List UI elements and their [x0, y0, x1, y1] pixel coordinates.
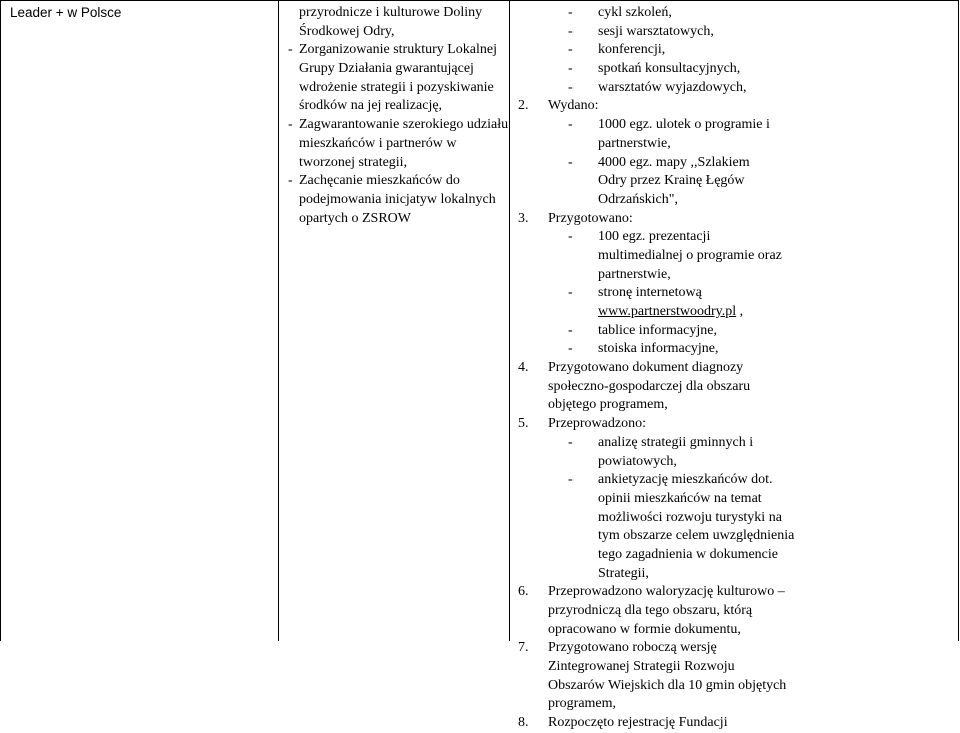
objective-line	[288, 41, 518, 60]
line-text: ankietyzację mieszkańców dot.	[598, 472, 773, 488]
objective-line	[288, 135, 518, 154]
activity-line	[518, 191, 818, 210]
activity-line	[518, 322, 818, 341]
activity-line	[518, 23, 818, 42]
list-marker: -	[288, 42, 293, 58]
activity-line	[518, 434, 818, 453]
activity-line	[518, 135, 818, 154]
line-text: tym obszarze celem uwzględnienia	[598, 528, 795, 544]
activity-line	[518, 490, 818, 509]
activity-line	[518, 172, 818, 191]
line-text: Przygotowano roboczą wersję	[548, 640, 717, 656]
line-text: możliwości rozwoju turystyki na	[598, 509, 782, 525]
line-text: tworzonej strategii,	[299, 154, 408, 170]
line-text: Zintegrowanej Strategii Rozwoju	[548, 659, 735, 675]
line-text: Rozpoczęto rejestrację Fundacji	[548, 715, 728, 731]
line-text: Odrzańskich",	[598, 191, 678, 207]
line-text: multimedialnej o programie oraz	[598, 247, 782, 263]
line-text: społeczno-gospodarczej dla obszaru	[548, 378, 751, 394]
line-text: mieszkańców i partnerów w	[299, 135, 457, 151]
line-text: programem,	[548, 696, 617, 712]
list-marker: 2.	[518, 98, 529, 114]
activity-line	[518, 658, 818, 677]
line-text: tego zagadnienia w dokumencie	[598, 546, 778, 562]
line-text: wdrożenie strategii i pozyskiwanie	[299, 79, 494, 95]
line-text: partnerstwie,	[598, 135, 671, 151]
line-text: objętego programem,	[548, 397, 668, 413]
column-divider-1	[278, 1, 279, 641]
objective-line	[288, 97, 518, 116]
list-marker: 3.	[518, 210, 529, 226]
list-marker: -	[568, 434, 573, 450]
activity-line	[518, 453, 818, 472]
activity-line	[518, 471, 818, 490]
line-text: www.partnerstwoodry.pl ,	[598, 304, 744, 319]
line-text: opartych o ZSROW	[299, 210, 411, 226]
list-marker: -	[568, 61, 573, 77]
list-marker: -	[568, 42, 573, 58]
list-marker: 6.	[518, 584, 529, 600]
objectives-cell	[288, 4, 518, 228]
column-divider-3	[958, 1, 959, 641]
activity-line	[518, 60, 818, 79]
objective-line	[288, 60, 518, 79]
activity-line	[518, 79, 818, 98]
line-text: powiatowych,	[598, 453, 677, 469]
objective-line	[288, 154, 518, 173]
activity-line	[518, 97, 818, 116]
list-marker: 7.	[518, 640, 529, 656]
activity-line	[518, 154, 818, 173]
activity-line	[518, 359, 818, 378]
line-text: 4000 egz. mapy ,,Szlakiem	[598, 154, 750, 170]
line-text: warsztatów wyjazdowych,	[598, 79, 747, 95]
activity-line	[518, 527, 818, 546]
line-text: cykl szkoleń,	[598, 5, 672, 20]
line-text: 1000 egz. ulotek o programie i	[598, 117, 770, 133]
list-marker: -	[568, 229, 573, 245]
activity-line	[518, 4, 818, 23]
program-name-cell: Leader + w Polsce	[10, 5, 122, 20]
line-text: Przygotowano:	[548, 210, 633, 226]
activity-line	[518, 396, 818, 415]
activity-line	[518, 621, 818, 640]
list-marker: -	[568, 341, 573, 357]
activity-line	[518, 284, 818, 303]
line-text: sesji warsztatowych,	[598, 23, 714, 39]
line-text: analizę strategii gminnych i	[598, 434, 754, 450]
activity-line	[518, 247, 818, 266]
list-marker: -	[568, 322, 573, 338]
objective-line	[288, 4, 518, 23]
activity-line	[518, 714, 818, 733]
line-text: 100 egz. prezentacji	[598, 229, 711, 245]
line-text: konferencji,	[598, 42, 666, 58]
list-marker: -	[288, 173, 293, 189]
objective-line	[288, 116, 518, 135]
objective-line	[288, 23, 518, 42]
objective-line	[288, 210, 518, 229]
list-marker: -	[288, 117, 293, 133]
line-text: stronę internetową	[598, 285, 702, 301]
list-marker: 4.	[518, 360, 529, 376]
activity-line	[518, 228, 818, 247]
activity-line	[518, 583, 818, 602]
line-text: Zachęcanie mieszkańców do	[299, 173, 460, 189]
line-text: Środkowej Odry,	[299, 23, 395, 39]
objective-line	[288, 79, 518, 98]
activity-line	[518, 677, 818, 696]
list-marker: -	[568, 472, 573, 488]
objective-line	[288, 191, 518, 210]
activity-line	[518, 565, 818, 584]
line-text: przyrodniczą dla tego obszaru, którą	[548, 603, 753, 618]
line-text: Przeprowadzono waloryzację kulturowo –	[548, 584, 785, 600]
line-text: Przeprowadzono:	[548, 416, 646, 432]
activity-line	[518, 266, 818, 285]
line-text: Zagwarantowanie szerokiego udziału	[299, 117, 509, 133]
activity-line	[518, 303, 818, 322]
activity-line	[518, 639, 818, 658]
list-marker: -	[568, 79, 573, 95]
activity-line	[518, 695, 818, 714]
line-text: spotkań konsultacyjnych,	[598, 61, 741, 77]
list-marker: -	[568, 154, 573, 170]
list-marker: -	[568, 5, 573, 20]
line-text: tablice informacyjne,	[598, 322, 717, 338]
objective-line	[288, 172, 518, 191]
list-marker: 8.	[518, 715, 529, 731]
line-text: partnerstwie,	[598, 266, 671, 282]
list-marker: -	[568, 285, 573, 301]
list-marker: -	[568, 117, 573, 133]
list-marker: 5.	[518, 416, 529, 432]
line-text: Grupy Działania gwarantującej	[299, 61, 474, 77]
line-text: podejmowania inicjatyw lokalnych	[299, 191, 496, 207]
list-marker: -	[568, 23, 573, 39]
activity-line	[518, 378, 818, 397]
line-text: stoiska informacyjne,	[598, 341, 719, 357]
activities-cell	[518, 4, 818, 733]
activity-line	[518, 602, 818, 621]
line-text: środków na jej realizację,	[299, 98, 443, 114]
line-text: Zorganizowanie struktury Lokalnej	[299, 42, 498, 58]
website-link[interactable]: www.partnerstwoodry.pl	[598, 304, 737, 319]
line-text: Strategii,	[598, 565, 649, 581]
line-text: Obszarów Wiejskich dla 10 gmin objętych	[548, 677, 787, 693]
line-text: opinii mieszkańców na temat	[598, 490, 762, 506]
line-text: opracowano w formie dokumentu,	[548, 621, 741, 637]
activity-line	[518, 340, 818, 359]
activity-line	[518, 415, 818, 434]
activity-line	[518, 210, 818, 229]
activity-line	[518, 116, 818, 135]
line-text: przyrodnicze i kulturowe Doliny	[299, 5, 483, 20]
line-text: Wydano:	[548, 98, 599, 114]
activity-line	[518, 509, 818, 528]
activity-line	[518, 546, 818, 565]
activity-line	[518, 41, 818, 60]
line-text: Przygotowano dokument diagnozy	[548, 360, 744, 376]
line-text: Odry przez Krainę Łęgów	[598, 173, 745, 189]
